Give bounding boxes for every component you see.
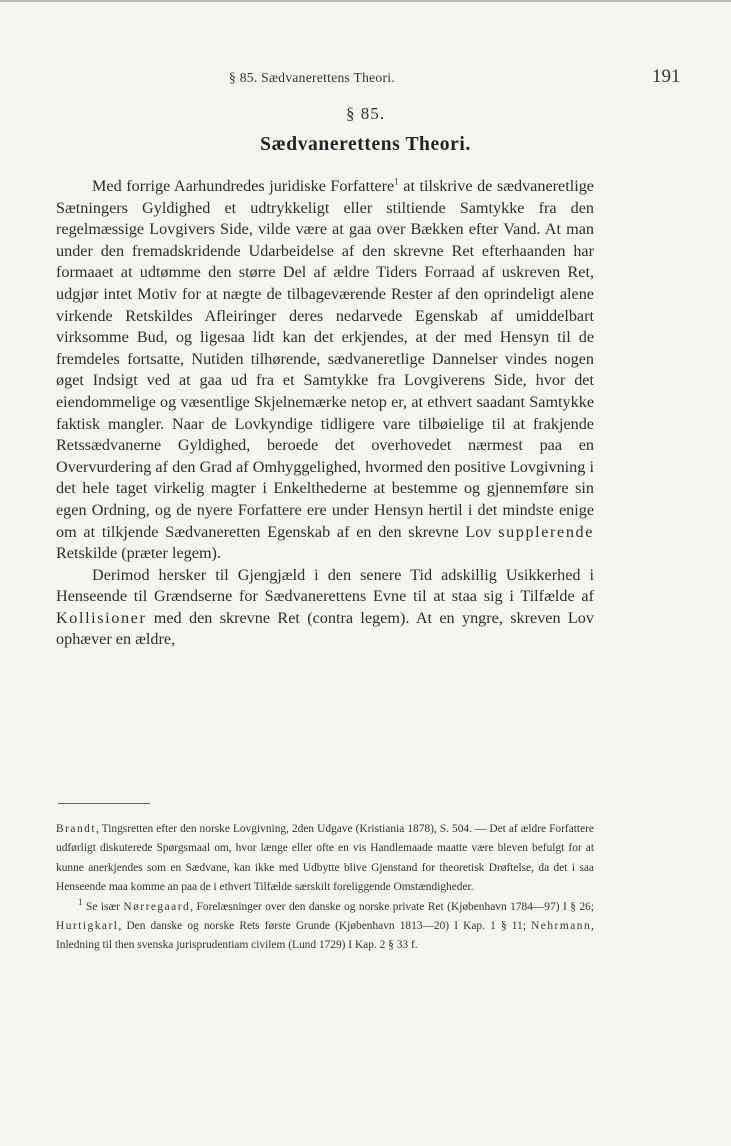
footnote-2-part-c: , Den danske og norske Rets første Grunde (Kjøbenhavn 1813—20) I Kap. 1 § 11; [118,920,532,933]
paragraph-1 [56,176,594,565]
footnote-rule [58,803,150,804]
footnote-2 [56,898,594,956]
emphasis-kollisioner: Kollisioner [56,608,147,627]
footnote-2-part-d: , Inledning til then svenska jurisprudentiam civilem (Lund 1729) I Kap. 2 § 33 f. [56,920,594,952]
emphasis-supplerende: supplerende [498,522,594,541]
paragraph-1-part-c: Retskilde (præter legem). [56,544,221,563]
footnote-1-author: Brandt [56,823,97,835]
running-head [0,66,731,90]
paragraph-2 [56,565,594,651]
footnote-2-part-b: , Forelæsninger over den danske og norske private Ret (Kjøbenhavn 1784—97) I § 26; [190,900,594,913]
running-title: § 85. Sædvanerettens Theori. [229,70,395,85]
footnotes [56,820,594,956]
footnote-2-part-a: Se især [82,900,124,913]
section-number: § 85. [346,104,385,123]
paragraph-2-part-b: med den skrevne Ret (contra legem). At en yngre, skreven Lov ophæver en ældre, [56,608,594,649]
section-title: Sædvanerettens Theori. [260,134,471,155]
paragraph-1-part-a: Med forrige Aarhundredes juridiske Forfattere [92,177,395,195]
footnote-2-mark: 1 [78,896,83,907]
footnote-2-author-1: Nørregaard [123,900,191,913]
body-text [56,176,594,651]
paragraph-2-part-a: Derimod hersker til Gjengjæld i den senere Tid adskillig Usikkerhed i Henseende til Grændserne for Sædvanerettens Evne til at staa sig i Tilfælde af [56,565,594,606]
footnote-2-author-3: Nehrmann [531,920,592,933]
footnote-reference: 1 [394,176,399,187]
footnote-2-author-2: Hurtigkarl [56,920,119,933]
page-number: 191 [652,66,681,87]
footnote-1-text: , Tingsretten efter den norske Lovgivning, 2den Udgave (Kristiania 1878), S. 504. — Det af ældre Forfattere udførligt diskuterede Spørgsmaal om, hvor længe eller ofte en vis Handlemaade maatte være bleven befulgt for at kunne anerkjendes som en Sædvane, kan ikke med Udbytte blive Gjenstand for theoretisk Drøftelse, da det i saa Henseende maa komme an paa de i ethvert Tilfælde særskilt foreliggende Omstændigheder. [56,823,594,894]
page-top-border [0,0,731,2]
paragraph-1-part-b: at tilskrive de sædvaneretlige Sætningers Gyldighed et udtrykkeligt eller stiltiende Samtykke fra den regelmæssige Lovgivers Side, vilde være at gaa over Bækken efter Vand. At man under den fremadskridende Udarbeidelse af den skrevne Ret efterhaanden har formaaet at udtømme den større Del af ældre Tiders Forraad af uskreven Ret, udgjør intet Motiv for at nægte de tilbageværende Rester af den oprindeligt alene virkende Retskildes Afleiringer deres nedarvede Egenskab af umiddelbart virksomme Bud, og ligesaa lidt kan det erkjendes, at der med Hensyn til de fremdeles fortsatte, Nutiden tilhørende, sædvaneretlige Dannelser vindes nogen øget Indsigt ved at gaa ud fra et Samtykke fra Lovgiverens Side, hvor det eiendommelige og væsentlige Skjelnemærke netop er, at ethvert saadant Samtykke faktisk mangler. Naar de Lovkyndige tidligere vare tilbøielige til at frakjende Retssædvanerne Gyldighed, beroede det overhovedet nærmest paa en Overvurdering af den Grad af Omhyggelighed, hvormed den positive Lovgivning i det hele taget virkelig magter i Enkelthederne at bestemme og gjennemføre sin egen Ordning, og de nyere Forfattere ere under Hensyn hertil i det mindste enige om at tilkjende Sædvaneretten Egenskab af en den skrevne Lov [56,177,594,541]
footnote-1 [56,820,594,898]
